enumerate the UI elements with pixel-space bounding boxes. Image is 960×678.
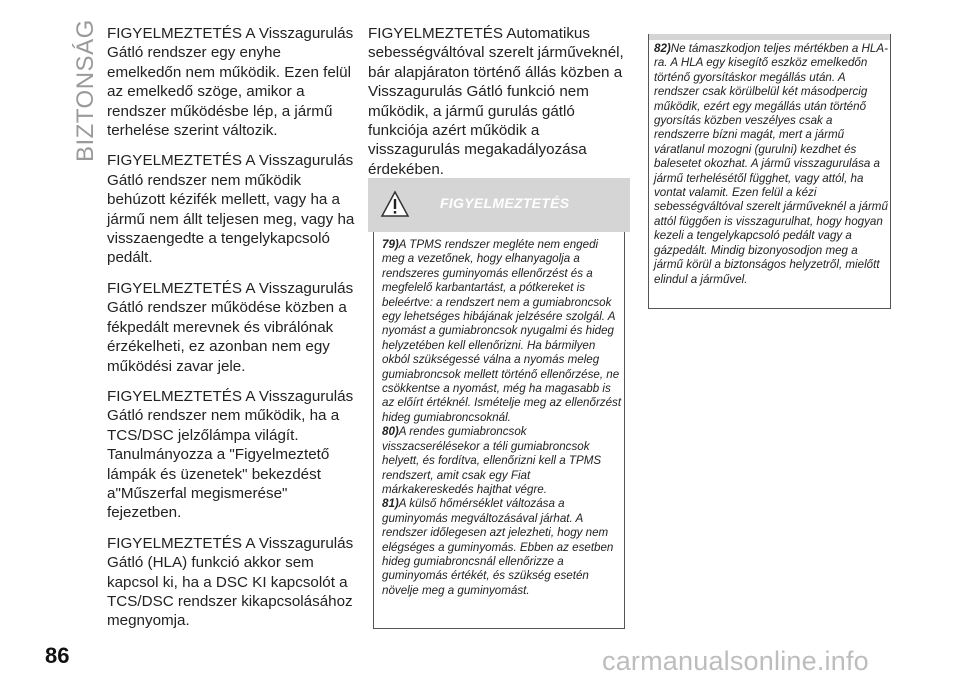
note-number: 79) bbox=[382, 238, 399, 251]
left-column bbox=[107, 24, 355, 642]
note-text: A rendes gumiabroncsok visszacserélésekor a téli gumiabroncsok helyett, és fordítva, ellenőrizni kell a TPMS rendszert, amit csak egy Fiat márkakereskedés hajthat végre. bbox=[382, 425, 602, 496]
paragraph: FIGYELMEZTETÉS Automatikus sebességváltóval szerelt járműveknél, bár alapjáraton történő állás közben a Visszagurulás Gátló funkció nem működik, a jármű gurulás gátló funkciója azért működik a visszagurulás megakadályozása érdekében. bbox=[368, 25, 624, 178]
note-number: 81) bbox=[382, 497, 399, 511]
page-number: 86 bbox=[45, 643, 70, 668]
warning-title: FIGYELMEZTETÉS bbox=[440, 195, 570, 211]
watermark: carmanualsonline.info bbox=[602, 646, 869, 676]
section-tab-label: BIZTONSÁG bbox=[72, 19, 99, 162]
right-note bbox=[654, 42, 888, 287]
note-text: Ne támaszkodjon teljes mértékben a HLA-ra. A HLA egy kisegítő eszköz emelkedőn történő gyorsításkor megállás után. A rendszer csak körülbelül két másodpercig működik, ezért egy megállás után történő gyorsítás közben veszélyes csak a rendszerre bízni magát, mert a jármű váratlanul mozogni (gurulni) kezdhet és balesetet okozhat. A jármű visszagurulása a jármű terhelésétől függhet, vagy attól, ha vontat valamit. Ezen felül a kézi sebességváltóval szerelt járműveknél a jármű attól függően is visszagurulhat, hogy hogyan kezeli a tengelykapcsoló pedált vagy a gázpedált. Mindig bizonyosodjon meg a jármű körül a biztonságos helyzetről, mielőtt elindul a járművel. bbox=[654, 42, 888, 286]
warning-notes bbox=[382, 238, 622, 598]
middle-column bbox=[368, 24, 630, 190]
paragraph: FIGYELMEZTETÉS A Visszagurulás Gátló rendszer egy enyhe emelkedőn nem működik. Ezen felül az emelkedő szöge, amikor a rendszer működésbe lép, a jármű terhelése szerint változik. bbox=[107, 25, 354, 140]
warning-note bbox=[382, 497, 622, 598]
paragraph: FIGYELMEZTETÉS A Visszagurulás Gátló rendszer nem működik behúzott kézifék mellett, vagy ha a jármű nem állt teljesen meg, vagy ha visszaengedte a tengelykapcsoló pedált. bbox=[107, 152, 355, 267]
warning-header bbox=[368, 178, 630, 232]
warning-triangle-icon bbox=[380, 190, 410, 218]
section-tab bbox=[52, 19, 99, 162]
paragraph: FIGYELMEZTETÉS A Visszagurulás Gátló rendszer nem működik, ha a TCS/DSC jelzőlámpa világít. Tanulmányozza a "Figyelmeztető lámpák és üzenetek" bekezdést a"Műszerfal megismerése" fejezetben. bbox=[107, 387, 354, 522]
warning-note bbox=[382, 425, 622, 497]
note-number: 80) bbox=[382, 425, 399, 439]
note-text: A külső hőmérséklet változása a guminyomás megváltozásával járhat. A rendszer időlegesen azt jelezheti, hogy nem elégséges a guminyomás. Ebben az esetben hideg gumiabroncsnál ellenőrizze a guminyomás értékét, és szükség esetén növelje meg a guminyomást. bbox=[382, 497, 614, 597]
warning-note bbox=[654, 42, 888, 287]
note-number: 82) bbox=[654, 42, 671, 55]
warning-note bbox=[382, 238, 622, 425]
note-text: A TPMS rendszer megléte nem engedi meg a vezetőnek, hogy elhanyagolja a rendszeres guminyomás ellenőrzést és a megfelelő karbantartást, a pótkereket is beleértve: a rendszert nem a gumiabroncsok egy lehetséges hibájának jelzésére szolgál. A nyomást a gumiabroncsok nyugalmi és hideg helyzetében kell ellenőrizni. Ha bármilyen okból szükségessé válna a nyomás meleg gumiabroncsok mellett történő ellenőrzése, ne csökkentse a nyomást, még ha magasabb is az előírt értéknél. Ismételje meg az ellenőrzést hideg gumiabroncsoknál. bbox=[382, 238, 622, 424]
paragraph: FIGYELMEZTETÉS A Visszagurulás Gátló rendszer működése közben a fékpedált merevnek és vibrálónak érzékelheti, ez azonban nem egy működési zavar jele. bbox=[107, 279, 354, 375]
paragraph: FIGYELMEZTETÉS A Visszagurulás Gátló (HLA) funkció akkor sem kapcsol ki, ha a DSC KI kapcsolót a TCS/DSC rendszer kikapcsolásához megnyomja. bbox=[107, 534, 354, 630]
